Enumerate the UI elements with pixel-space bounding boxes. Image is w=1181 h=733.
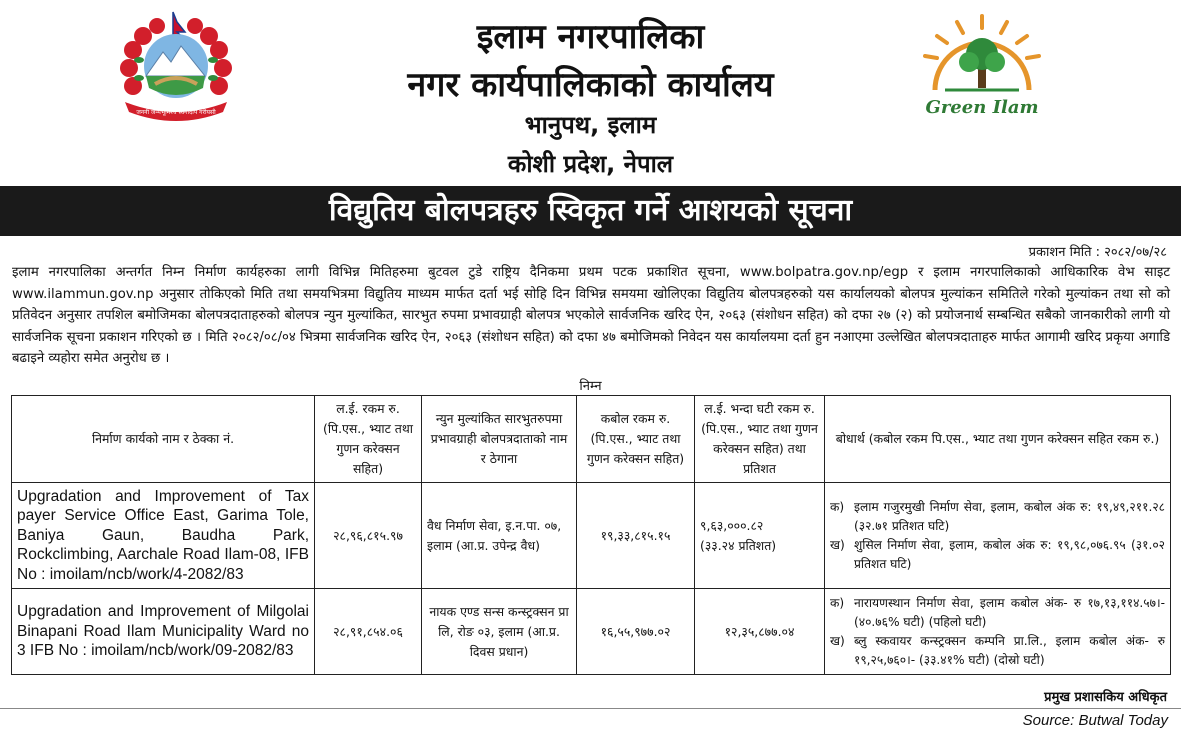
other-bidder-text: इलाम गजुरमुखी निर्माण सेवा, इलाम, कबोल अंक रु: १९,४९,२११.२८ (३२.७१ प्रतिशत घटि) <box>854 499 1165 533</box>
table-header-row <box>12 396 1171 483</box>
others-cell <box>825 483 1171 589</box>
bidder-cell: नायक एण्ड सन्स कन्स्ट्रक्सन प्रा लि, रोङ ०३, इलाम (आ.प्र. दिवस प्रधान) <box>422 589 577 675</box>
other-bidder-item <box>830 498 1165 536</box>
source-credit: Source: Butwal Today <box>1022 712 1168 729</box>
other-bidder-text: शुसिल निर्माण सेवा, इलाम, कबोल अंक रु: १९,९८,०७६.९५ (३१.०२ प्रतिशत घटि) <box>854 537 1165 571</box>
other-bidder-text: नारायणस्थान निर्माण सेवा, इलाम कबोल अंक- रु १७,१३,११४.५७।- (४०.७६% घटी) (पहिलो घटी) <box>854 595 1165 629</box>
less-amount-percent: (३३.२४ प्रतिशत) <box>700 537 777 553</box>
estimate-cell: २८,९१,८५४.०६ <box>315 589 422 675</box>
tender-table <box>11 395 1171 675</box>
bottom-divider <box>0 708 1181 709</box>
bid-amount-cell: १९,३३,८१५.१५ <box>577 483 695 589</box>
bid-amount-cell: १६,५५,९७७.०२ <box>577 589 695 675</box>
work-name-cell: Upgradation and Improvement of Tax payer Service Office East, Garima Tole, Baniya Gaun, Baudha Park, Rockclimbing, Aarchale Road Ilam-08, IFB No : imoilam/ncb/work/4-2082/83 <box>12 483 315 589</box>
other-bidder-item <box>830 594 1165 632</box>
less-amount-cell <box>695 483 825 589</box>
other-bidder-key: ख) <box>830 537 845 552</box>
office-address: भानुपथ, इलाम <box>524 111 657 139</box>
other-bidder-item <box>830 632 1165 670</box>
header-less-amount: ल.ई. भन्दा घटी रकम रु. (पि.एस., भ्याट तथा गुणन करेक्सन सहित) तथा प्रतिशत <box>695 396 825 483</box>
signatory-title: प्रमुख प्रशासकिय अधिकृत <box>1044 690 1167 705</box>
notice-title-banner: विद्युतिय बोलपत्रहरु स्विकृत गर्ने आशयको सूचना <box>0 186 1181 236</box>
header-bidder: न्युन मुल्यांकित सारभुतरुपमा प्रभावग्राही बोलपत्रदाताको नाम र ठेगाना <box>422 396 577 483</box>
header-bid-amount: कबोल रकम रु. (पि.एस., भ्याट तथा गुणन करेक्सन सहित) <box>577 396 695 483</box>
province-country: कोशी प्रदेश, नेपाल <box>507 150 674 178</box>
publication-date: प्रकाशन मिति : २०८२/०७/२८ <box>1028 245 1167 260</box>
other-bidder-text: ब्लु स्कवायर कन्स्ट्रक्सन कम्पनि प्रा.लि., इलाम कबोल अंक- रु १९,२५,७६०।- (३३.४१% घटी) (दोस्रो घटी) <box>854 633 1165 667</box>
estimate-cell: २८,९६,८१५.९७ <box>315 483 422 589</box>
other-bidder-key: क) <box>830 499 845 514</box>
svg-text:जननी जन्मभूमिश्च स्वर्गादपि गर: जननी जन्मभूमिश्च स्वर्गादपि गरीयसी <box>136 109 216 116</box>
green-ilam-logo <box>905 12 1060 122</box>
other-bidder-item <box>830 536 1165 574</box>
table-caption: निम्न <box>579 379 602 394</box>
less-amount-cell <box>695 589 825 675</box>
bidder-cell: वैध निर्माण सेवा, इ.न.पा. ०७, इलाम (आ.प्र. उपेन्द्र वैध) <box>422 483 577 589</box>
notice-header <box>0 0 1181 186</box>
other-bidder-key: क) <box>830 595 845 610</box>
others-cell <box>825 589 1171 675</box>
less-amount-value: १२,३५,८७७.०४ <box>724 623 795 639</box>
other-bidder-key: ख) <box>830 633 845 648</box>
header-estimate: ल.ई. रकम रु. (पि.एस., भ्याट तथा गुणन करेक्सन सहित) <box>315 396 422 483</box>
header-others: बोधार्थ (कबोल रकम पि.एस., भ्याट तथा गुणन करेक्सन सहित रकम रु.) <box>825 396 1171 483</box>
green-ilam-logo-text: Green Ilam <box>925 97 1039 118</box>
less-amount-value: ९,६३,०००.८२ <box>700 517 764 533</box>
notice-body-text: इलाम नगरपालिका अन्तर्गत निम्न निर्माण कार्यहरुका लागी विभिन्न मितिहरुमा बुटवल टुडे राष्ट्रिय दैनिकमा प्रथम पटक प्रकाशित सूचना, www.bolpatra.gov.np/egp र इलाम नगरपालिकाको आधिकारिक वेभ साइट www.ilammun.gov.np अनुसार तोकिएको मिति तथा समयभित्रमा विद्युतिय माध्यम मार्फत दर्ता भई सोहि दिन विभिन्न समयमा खोलिएका विद्युतिय बोलपत्रहरुको यस कार्यालयको बोलपत्र मुल्यांकन समितिले गरेको मुल्यांकन तथा सो को प्रतिवेदन अनुसार तपशिल बमोजिमका बोलपत्रदाताहरुको बोलपत्र न्युन मुल्यांकित, सारभुत रुपमा प्रभावग्राही बोलपत्र भएकोले सार्वजनिक खरिद ऐन, २०६३ (संशोधन सहित) को दफा २७ (२) को प्रयोजनार्थ सम्बन्धित सबैको जानकारीको लागी यो सार्वजनिक सूचना प्रकाशन गरिएको छ । मिति २०८२/०८/०४ भित्रमा सार्वजनिक खरिद ऐन, २०६३ (संशोधन सहित) को दफा ४७ बमोजिमको निवेदन यस कार्यालयमा दर्ता हुन नआएमा उल्लेखित बोलपत्रदाताहरु मार्फत आगामी खरिद प्रकृया अगाडि बढाइने व्यहोरा समेत अनुरोध छ । <box>12 265 1170 366</box>
table-row <box>12 483 1171 589</box>
header-work-name: निर्माण कार्यको नाम र ठेक्का नं. <box>12 396 315 483</box>
office-name: नगर कार्यपालिकाको कार्यालय <box>407 65 774 105</box>
work-name-cell: Upgradation and Improvement of Milgolai Binapani Road Ilam Municipality Ward no 3 IFB No : imoilam/ncb/work/09-2082/83 <box>12 589 315 675</box>
table-row <box>12 589 1171 675</box>
municipality-name: इलाम नगरपालिका <box>476 17 705 57</box>
